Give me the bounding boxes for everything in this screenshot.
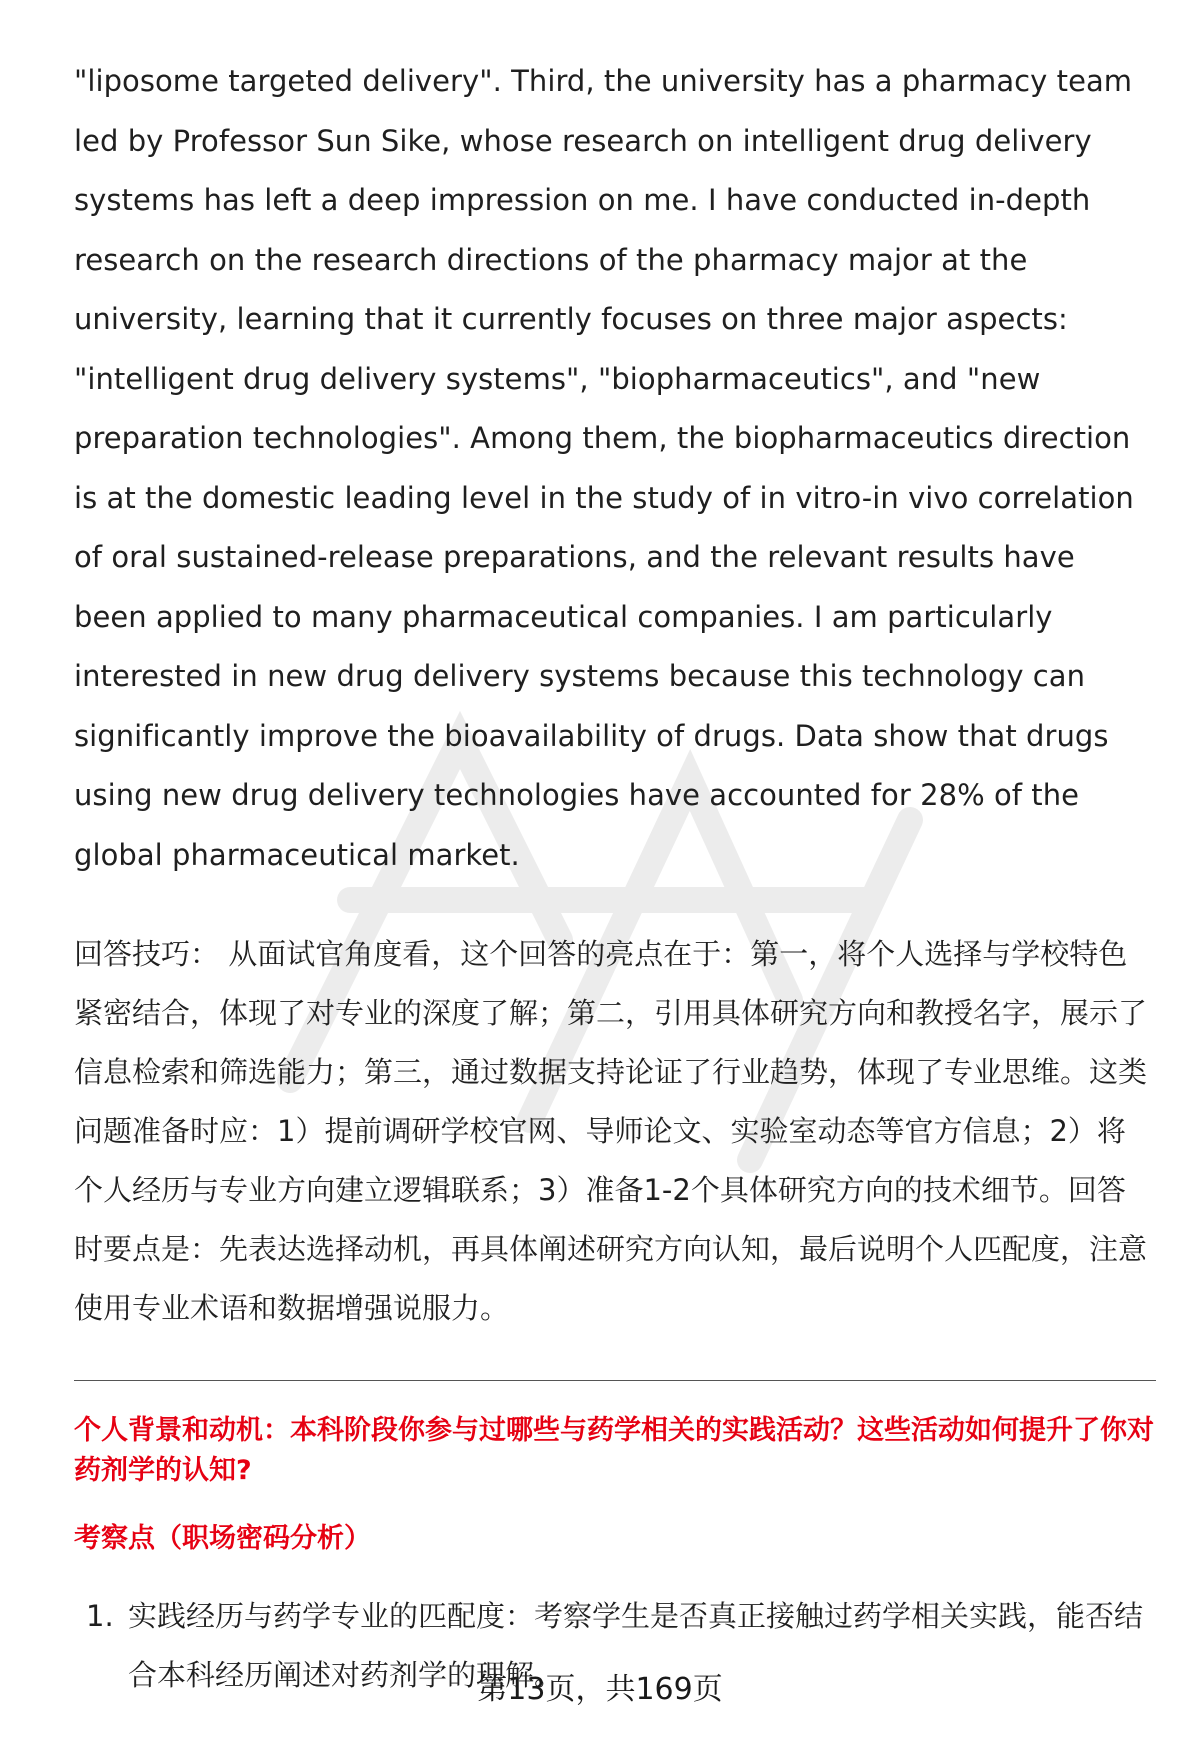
answer-paragraph-english: "liposome targeted delivery". Third, the university has a pharmacy team led by Professor Sun Sike, whose research on intelligent drug delivery systems has left a deep impression on me. I have conducted in-depth research on the research directions of the pharmacy major at the university, learning that it currently focuses on three major aspects: "intelligent drug delivery systems", "biopharmaceutics", and "new preparation technologies". Among them, the biopharmaceutics direction is at the domestic leading level in the study of in vitro-in vivo correlation of oral sustained-release preparations, and the relevant results have been applied to many pharmaceutical companies. I am particularly interested in new drug delivery systems because this technology can significantly improve the bioavailability of drugs. Data show that drugs using new drug delivery technologies have accounted for 28% of the global pharmaceutical market. <box>74 64 1134 872</box>
section-divider <box>74 1380 1156 1381</box>
list-item-text: 实践经历与药学专业的匹配度：考察学生是否真正接触过药学相关实践，能否结合本科经历阐述对药剂学的理解。 <box>128 1599 1144 1692</box>
answer-tips-paragraph: 回答技巧： 从面试官角度看，这个回答的亮点在于：第一，将个人选择与学校特色紧密结合，体现了对专业的深度了解；第二，引用具体研究方向和教授名字，展示了信息检索和筛选能力；第三，通过数据支持论证了行业趋势，体现了专业思维。这类问题准备时应：1）提前调研学校官网、导师论文、实验室动态等官方信息；2）将个人经历与专业方向建立逻辑联系；3）准备1-2个具体研究方向的技术细节。回答时要点是：先表达选择动机，再具体阐述研究方向认知，最后说明个人匹配度，注意使用专业术语和数据增强说服力。 <box>74 937 1148 1325</box>
main-content <box>74 52 1154 1705</box>
assessment-heading: 考察点（职场密码分析） <box>74 1523 371 1554</box>
page-number-footer: 第13页，共169页 <box>477 1672 723 1707</box>
list-item-number: 1. <box>86 1599 114 1633</box>
question-title: 个人背景和动机：本科阶段你参与过哪些与药学相关的实践活动？这些活动如何提升了你对药剂学的认知? <box>74 1415 1154 1486</box>
